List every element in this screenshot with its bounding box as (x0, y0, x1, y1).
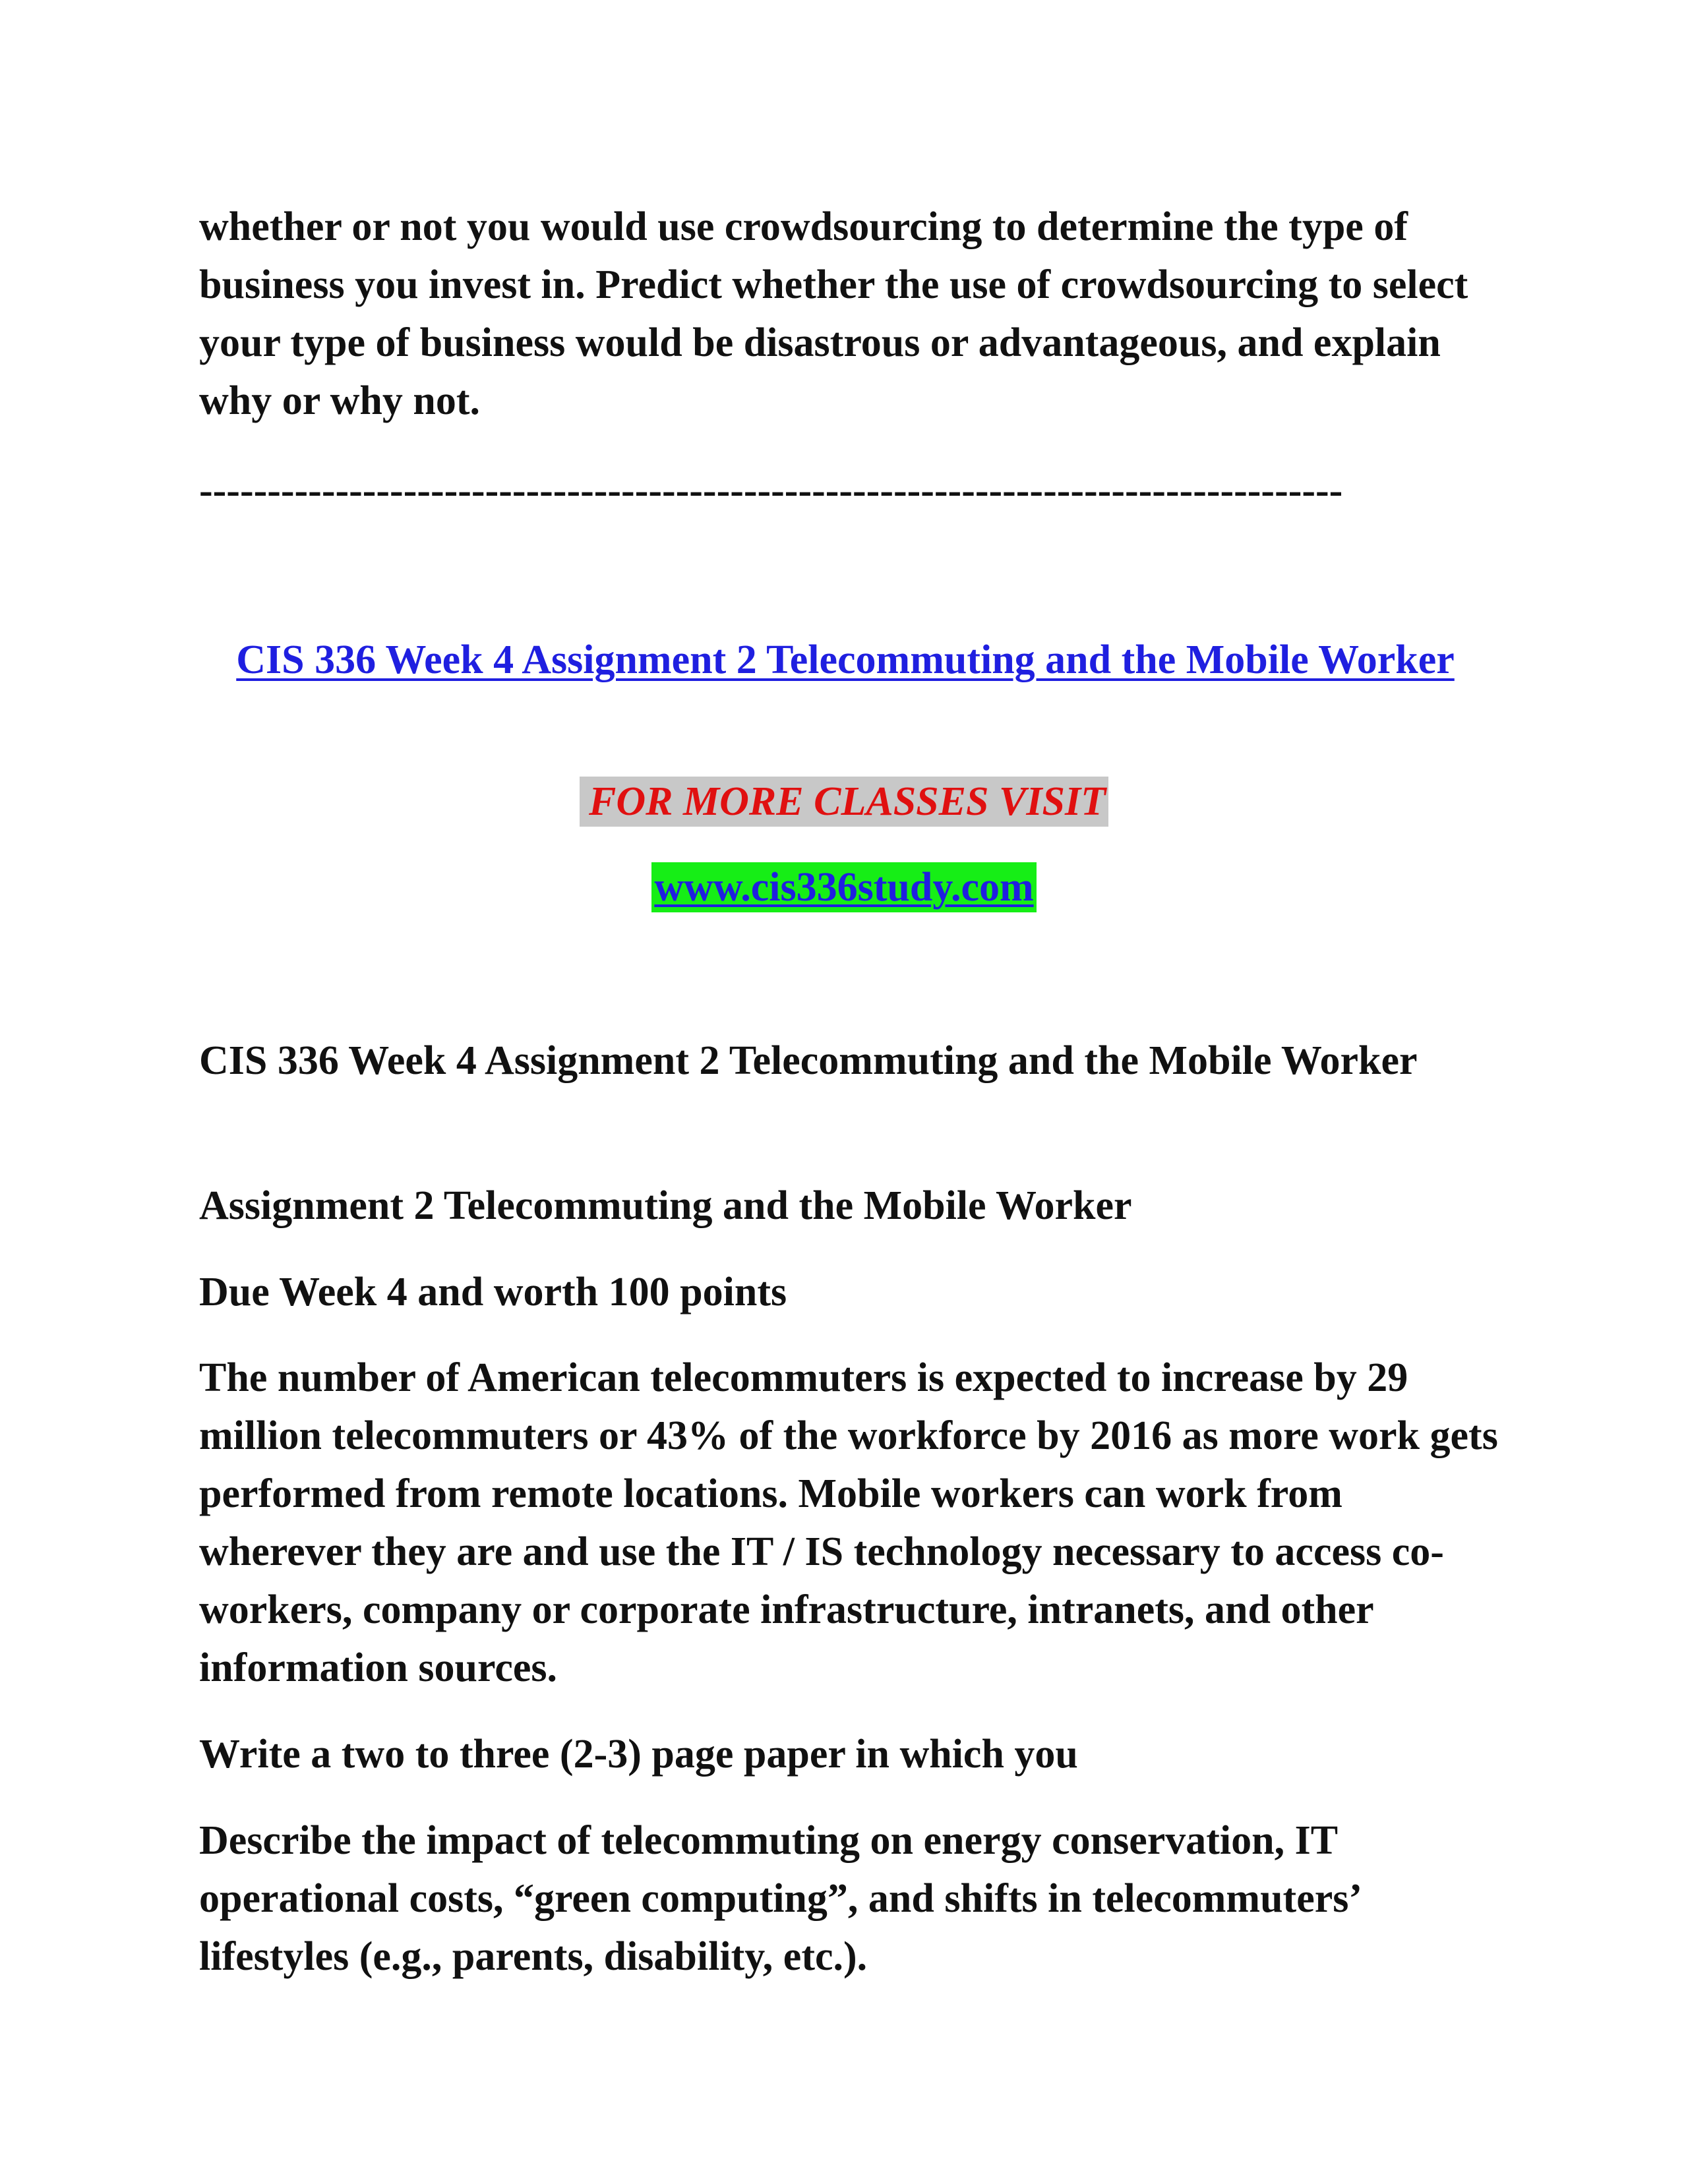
assignment-heading: CIS 336 Week 4 Assignment 2 Telecommuting and the Mobile Worker (199, 1038, 1418, 1083)
due-line: Due Week 4 and worth 100 points (199, 1270, 787, 1314)
url-row (0, 862, 1688, 912)
assignment-subheading: Assignment 2 Telecommuting and the Mobile Worker (199, 1183, 1132, 1228)
visit-banner-row (0, 777, 1688, 827)
visit-banner: FOR MORE CLASSES VISIT (580, 777, 1108, 827)
assignment-link-title[interactable]: CIS 336 Week 4 Assignment 2 Telecommuting and the Mobile Worker (236, 637, 1455, 682)
assignment-instruction: Write a two to three (2-3) page paper in which you (199, 1732, 1078, 1777)
section-divider: ------------------------------------------------------------------------------------ (199, 468, 1343, 513)
website-link[interactable]: www.cis336study.com (651, 862, 1036, 912)
assignment-description: The number of American telecommuters is expected to increase by 29 million telecommuters or 43% of the workforce by 2016 as more work gets performed from remote locations. Mobile workers can work from wherever they are and use the IT / IS technology necessary to access co-workers, company or corporate infrastructure, intranets, and other information sources. (199, 1355, 1498, 1690)
intro-paragraph: whether or not you would use crowdsourcing to determine the type of business you invest in. Predict whether the use of crowdsourcing to select your type of business would be disastrous or advantageous, and explain why or why not. (199, 204, 1468, 423)
assignment-task: Describe the impact of telecommuting on energy conservation, IT operational costs, “green computing”, and shifts in telecommuters’ lifestyles (e.g., parents, disability, etc.). (199, 1818, 1360, 1979)
